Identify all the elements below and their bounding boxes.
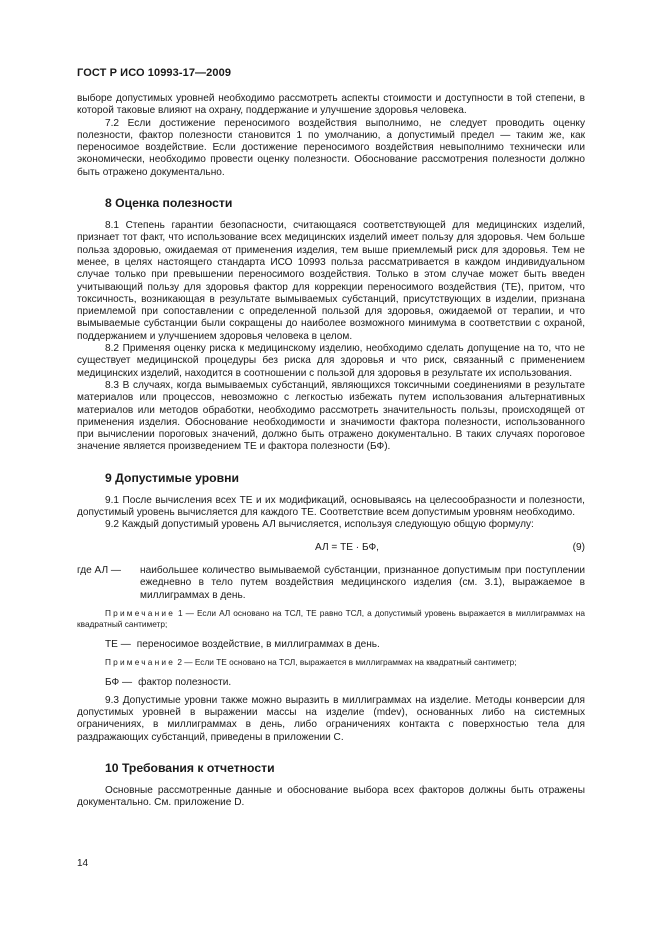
formula-expression: АЛ = ТЕ · БФ, [315,541,379,553]
note-2 [77,657,585,669]
section-10-heading: 10 Требования к отчетности [105,761,275,776]
paragraph-7-2: 7.2 Если достижение переносимого воздействия выполнимо, не следует проводить оценку полезности, фактор полезности становится 1 по умолчанию, а допустимый предел — таким же, как переносимое воздействие. Если достижение переносимого воздействия невыполнимо технически или экономически, необходимо провести оценку полезности. Обоснование рассмотрения полезности должно быть отражено документально. [77,117,585,178]
definition-al [77,565,585,602]
section-9-heading: 9 Допустимые уровни [105,470,239,485]
document-header: ГОСТ Р ИСО 10993-17—2009 [77,67,232,79]
note-1 [77,608,585,631]
definition-description: наибольшее количество вымываемой субстанции, признанное допустимым при поступлении ежедневно в тело путем воздействия медицинского изделия (см. 3.1), выражаемое в миллиграммах в день. [140,564,585,601]
definition-description: переносимое воздействие, в миллиграммах в день. [136,638,380,650]
note-text: 2 — Если ТЕ основано на ТСЛ, выражается в миллиграммах на квадратный сантиметр; [175,657,517,668]
document-body [77,93,585,810]
definition-term: где АЛ — [77,564,122,576]
formula-9 [77,542,585,554]
note-text: 1 — Если АЛ основано на ТСЛ, ТЕ равно ТСЛ, а допустимый уровень выражается в миллиграммах на квадратный сантиметр; [77,607,585,630]
paragraph-9-1: 9.1 После вычисления всех ТЕ и их модификаций, основываясь на целесообразности и полезности, допустимый уровень вычисляется для каждого ТЕ. Соответствие всем допустимым уровням необходимо. [77,494,585,519]
paragraph-10: Основные рассмотренные данные и обоснование выбора всех факторов должны быть отражены документально. См. приложение D. [77,785,585,809]
note-label: Примечание [105,607,176,618]
paragraph-8-2: 8.2 Применяя оценку риска к медицинскому изделию, необходимо сделать допущение на то, что не существует медицинской процедуры без риска для здоровья и что риск, связанный с применением медицинских изделий, находится в соотношении с пользой для здоровья в результате их использования. [77,343,585,379]
note-label: Примечание [105,657,176,668]
intro-paragraph: выборе допустимых уровней необходимо рассмотреть аспекты стоимости и доступности в той степени, в которой таковые влияют на охрану, поддержание и улучшение здоровья человека. [77,93,585,117]
definition-bf [105,677,585,689]
section-8-heading: 8 Оценка полезности [105,196,233,211]
definition-te [105,639,585,651]
paragraph-9-2: 9.2 Каждый допустимый уровень АЛ вычисляется, используя следующую общую формулу: [105,519,534,531]
paragraph-8-3: 8.3 В случаях, когда вымываемых субстанций, являющихся токсичными соединениями в результате материалов или процессов, невозможно с легкостью избежать путем использования альтернативных материалов или методов обработки, необходимо рассмотреть значительность пользы, происходящей от применения изделия. Обоснование необходимости и значимости фактора полезности, использованного при вычислении пороговых значений, должно быть отражено документально. В таких случаях пороговое значение является произведением ТЕ и фактора полезности (БФ). [77,379,585,453]
paragraph-9-3: 9.3 Допустимые уровни также можно выразить в миллиграммах на изделие. Методы конверсии для допустимых уровней в выражении массы на изделие (mdev), основанных либо на системных ограничениях, в миллиграммах в день, либо ограничениях контакта с поверхностью тела для раздражающих субстанций, приведены в приложении С. [77,694,585,743]
definition-term: БФ — [105,676,133,688]
page-number: 14 [77,858,89,869]
definition-description: фактор полезности. [138,676,232,688]
definition-term: ТЕ — [105,638,131,650]
paragraph-8-1: 8.1 Степень гарантии безопасности, считающаяся соответствующей для медицинских изделий, признает тот факт, что использование всех медицинских изделий имеет пользу для здоровья. Чем больше польза здоровью, ожидаемая от применения изделия, тем выше приемлемый риск для здоровья. Тем не менее, в целях настоящего стандарта ИСО 10993 польза рассматривается в каждом индивидуальном случае только при превышении переносимого воздействия. Только в этом случае может быть введен учитывающий пользу для здоровья фактор для коррекции переносимого воздействия (ТЕ), притом, что токсичность, возникающая в результате вымываемых субстанций, присутствующих в изделии, признана приемлемой при сопоставлении с определенной пользой для здоровья, ожидаемой от терапии, и что вымываемые субстанции были сокращены до наиболее возможного минимума в соответствии с охраной, поддержанием и улучшением здоровья человека в целом. [77,220,585,342]
formula-number: (9) [572,541,585,553]
